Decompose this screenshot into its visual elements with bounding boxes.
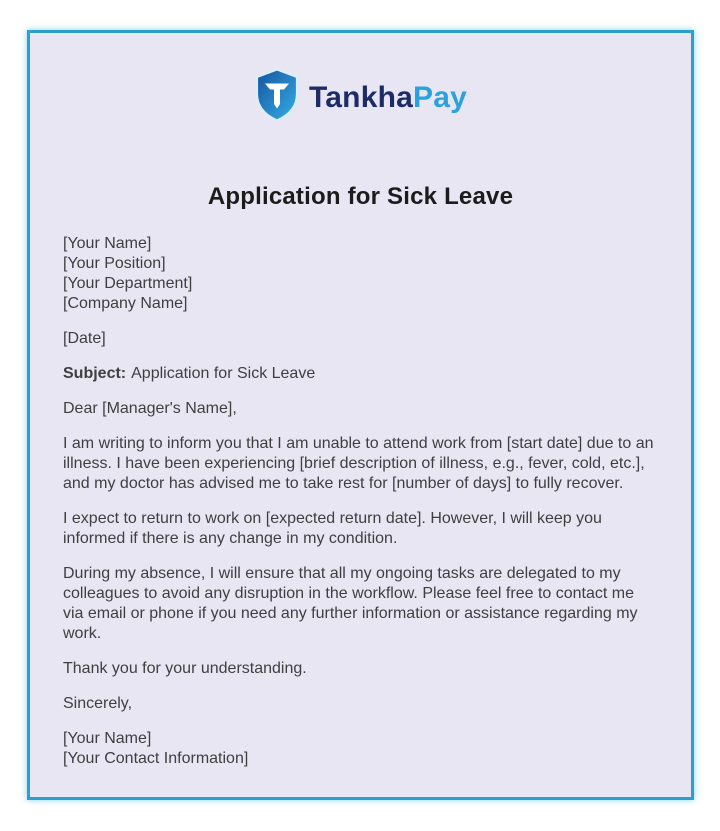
letter-panel (27, 30, 694, 800)
subject-line (63, 364, 655, 384)
letter-title: Application for Sick Leave (207, 183, 514, 210)
sender-line-name: [Your Name] (63, 235, 152, 252)
paragraph-handover: During my absence, I will ensure that all my ongoing tasks are delegated to my colleagues to avoid any disruption in the workflow. Please feel free to contact me via email or phone if you need any further information or assistance regarding my work. (63, 565, 638, 642)
signature-line-name: [Your Name] (63, 730, 152, 747)
sender-line-company: [Company Name] (63, 295, 188, 312)
brand-logo (30, 68, 691, 127)
sender-line-department: [Your Department] (63, 275, 193, 292)
sender-block (63, 234, 655, 314)
signature-line-contact: [Your Contact Information] (63, 750, 249, 767)
paragraph-illness: I am writing to inform you that I am unable to attend work from [start date] due to an illness. I have been experiencing [brief description of illness, e.g., fever, cold, etc.], and my doctor has advised me to take rest for [number of days] to fully recover. (63, 435, 654, 492)
letter-body (63, 234, 655, 769)
salutation: Dear [Manager's Name], (63, 400, 237, 417)
signature-block (63, 729, 655, 769)
subject-label: Subject: (63, 365, 127, 382)
paragraph-return: I expect to return to work on [expected return date]. However, I will keep you informed if there is any change in my condition. (63, 510, 602, 547)
sender-line-position: [Your Position] (63, 255, 166, 272)
brand-name-secondary: Pay (413, 80, 467, 114)
date-line: [Date] (63, 330, 106, 347)
paragraph-thanks: Thank you for your understanding. (63, 660, 307, 677)
subject-text: Application for Sick Leave (131, 365, 316, 382)
brand-name (309, 81, 467, 115)
brand-name-primary: Tankha (309, 80, 414, 114)
closing: Sincerely, (63, 695, 133, 712)
shield-t-icon (254, 68, 300, 127)
